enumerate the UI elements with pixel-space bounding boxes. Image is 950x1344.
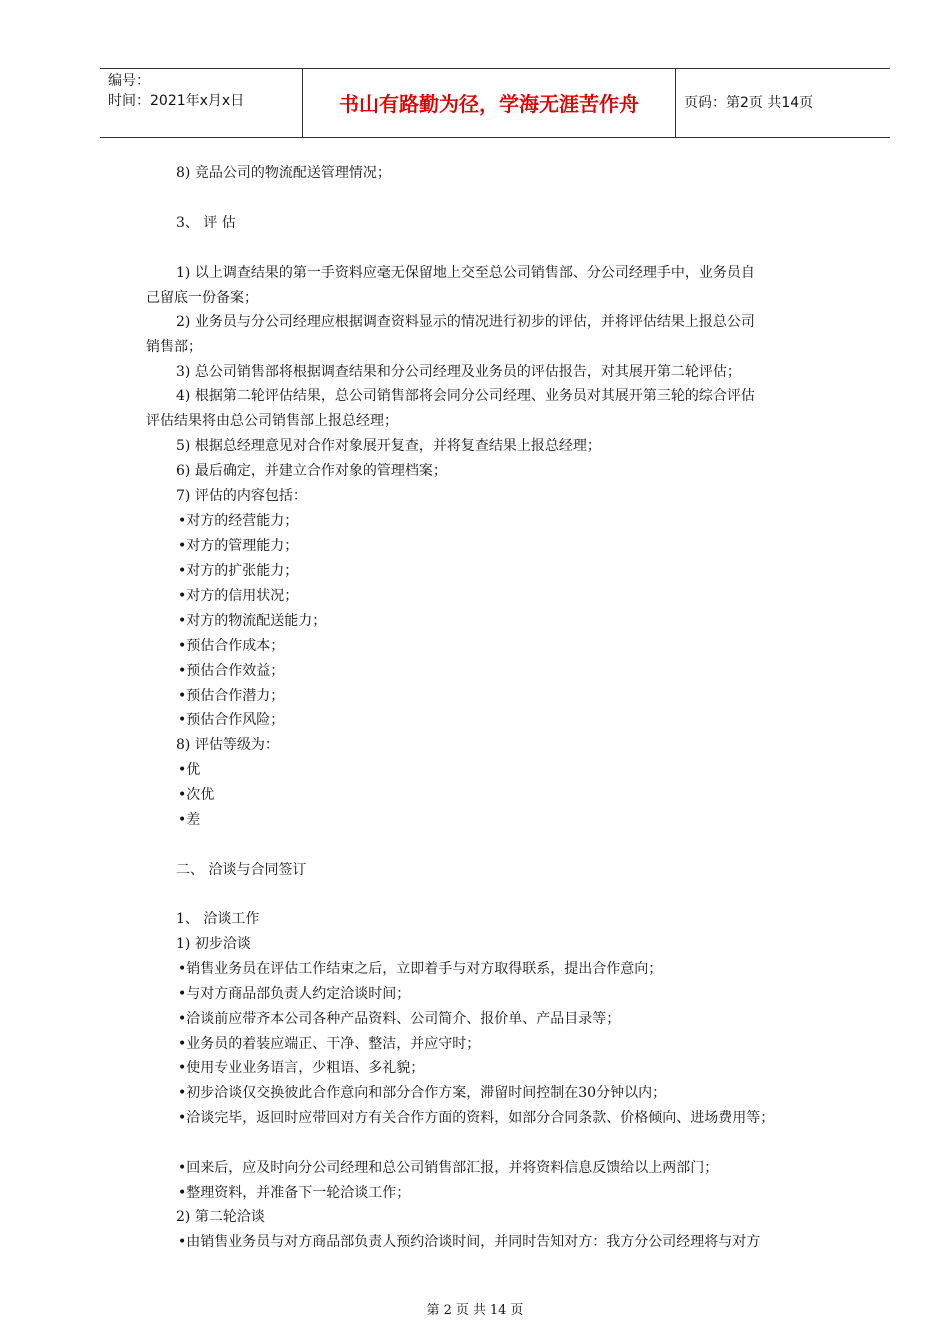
footer-word: 页 bbox=[455, 1303, 469, 1318]
bullet-item: •由销售业务员与对方商品部负责人预约洽谈时间，并同时告知对方：我方分公司经理将与对方 bbox=[178, 1234, 761, 1250]
subsection-heading: 2) 第二轮洽谈 bbox=[176, 1209, 265, 1225]
bullet-item: •预估合作效益； bbox=[178, 663, 285, 679]
bullet-item: •预估合作风险； bbox=[178, 712, 285, 728]
section-heading: 3、 评 估 bbox=[176, 215, 236, 231]
paragraph-line: 8) 评估等级为： bbox=[176, 737, 279, 753]
bullet-item: •销售业务员在评估工作结束之后，立即着手与对方取得联系，提出合作意向； bbox=[178, 961, 663, 977]
bullet-item: •对方的扩张能力； bbox=[178, 563, 299, 579]
bullet-item: •对方的管理能力； bbox=[178, 538, 299, 554]
page-footer bbox=[0, 1302, 950, 1320]
paragraph-line: 己留底一份备案； bbox=[146, 290, 258, 306]
bullet-item: •回来后，应及时向分公司经理和总公司销售部汇报，并将资料信息反馈给以上两部门； bbox=[178, 1160, 719, 1176]
paragraph-line: 2) 业务员与分公司经理应根据调查资料显示的情况进行初步的评估，并将评估结果上报总公司 bbox=[176, 314, 755, 330]
paragraph-line: 7) 评估的内容包括： bbox=[176, 488, 307, 504]
footer-page-current: 2 bbox=[443, 1303, 452, 1318]
paragraph-line: 评估结果将由总公司销售部上报总经理； bbox=[146, 413, 398, 429]
bullet-item: •洽谈前应带齐本公司各种产品资料、公司简介、报价单、产品目录等； bbox=[178, 1011, 621, 1027]
bullet-item: •预估合作成本； bbox=[178, 638, 285, 654]
footer-word: 第 bbox=[426, 1303, 440, 1318]
bullet-item: •差 bbox=[178, 812, 201, 828]
list-item: 8) 竞品公司的物流配送管理情况； bbox=[176, 165, 391, 181]
header-motto: 书山有路勤为径，学海无涯苦作舟 bbox=[339, 92, 639, 116]
bullet-item: •优 bbox=[178, 762, 201, 778]
subsection-heading: 1、 洽谈工作 bbox=[176, 911, 260, 927]
paragraph-line: 销售部； bbox=[146, 339, 202, 355]
paragraph-line: 5) 根据总经理意见对合作对象展开复查，并将复查结果上报总经理； bbox=[176, 438, 601, 454]
section-heading: 二、 洽谈与合同签订 bbox=[176, 862, 307, 878]
bullet-item: •对方的信用状况； bbox=[178, 588, 299, 604]
bullet-item: •对方的经营能力； bbox=[178, 513, 299, 529]
footer-word: 页 bbox=[510, 1303, 524, 1318]
bullet-item: •业务员的着装应端正、干净、整洁，并应守时； bbox=[178, 1036, 481, 1052]
bullet-item: •与对方商品部负责人约定洽谈时间； bbox=[178, 986, 411, 1002]
header-page-info: 页码：第2页 共14页 bbox=[684, 95, 814, 111]
paragraph-line: 6) 最后确定，并建立合作对象的管理档案； bbox=[176, 463, 447, 479]
bullet-item: •对方的物流配送能力； bbox=[178, 613, 327, 629]
bullet-item: •预估合作潜力； bbox=[178, 688, 285, 704]
bullet-item: •初步洽谈仅交换彼此合作意向和部分合作方案，滞留时间控制在30分钟以内； bbox=[178, 1085, 667, 1101]
bullet-item: •整理资料，并准备下一轮洽谈工作； bbox=[178, 1185, 411, 1201]
paragraph-line: 1) 以上调查结果的第一手资料应毫无保留地上交至总公司销售部、分公司经理手中，业务员自 bbox=[176, 265, 755, 281]
bullet-item: •洽谈完毕，返回时应带回对方有关合作方面的资料，如部分合同条款、价格倾向、进场费用等； bbox=[178, 1110, 775, 1126]
footer-page-total: 14 bbox=[489, 1303, 507, 1318]
bullet-item: •使用专业业务语言，少粗语、多礼貌； bbox=[178, 1060, 425, 1076]
document-number-label: 编号： bbox=[108, 73, 150, 89]
paragraph-line: 3) 总公司销售部将根据调查结果和分公司经理及业务员的评估报告，对其展开第二轮评估； bbox=[176, 364, 741, 380]
subsection-heading: 1) 初步洽谈 bbox=[176, 936, 251, 952]
paragraph-line: 4) 根据第二轮评估结果，总公司销售部将会同分公司经理、业务员对其展开第三轮的综合评估 bbox=[176, 388, 755, 404]
bullet-item: •次优 bbox=[178, 787, 215, 803]
footer-word: 共 bbox=[472, 1303, 486, 1318]
document-time-label: 时间：2021年x月x日 bbox=[108, 93, 245, 109]
